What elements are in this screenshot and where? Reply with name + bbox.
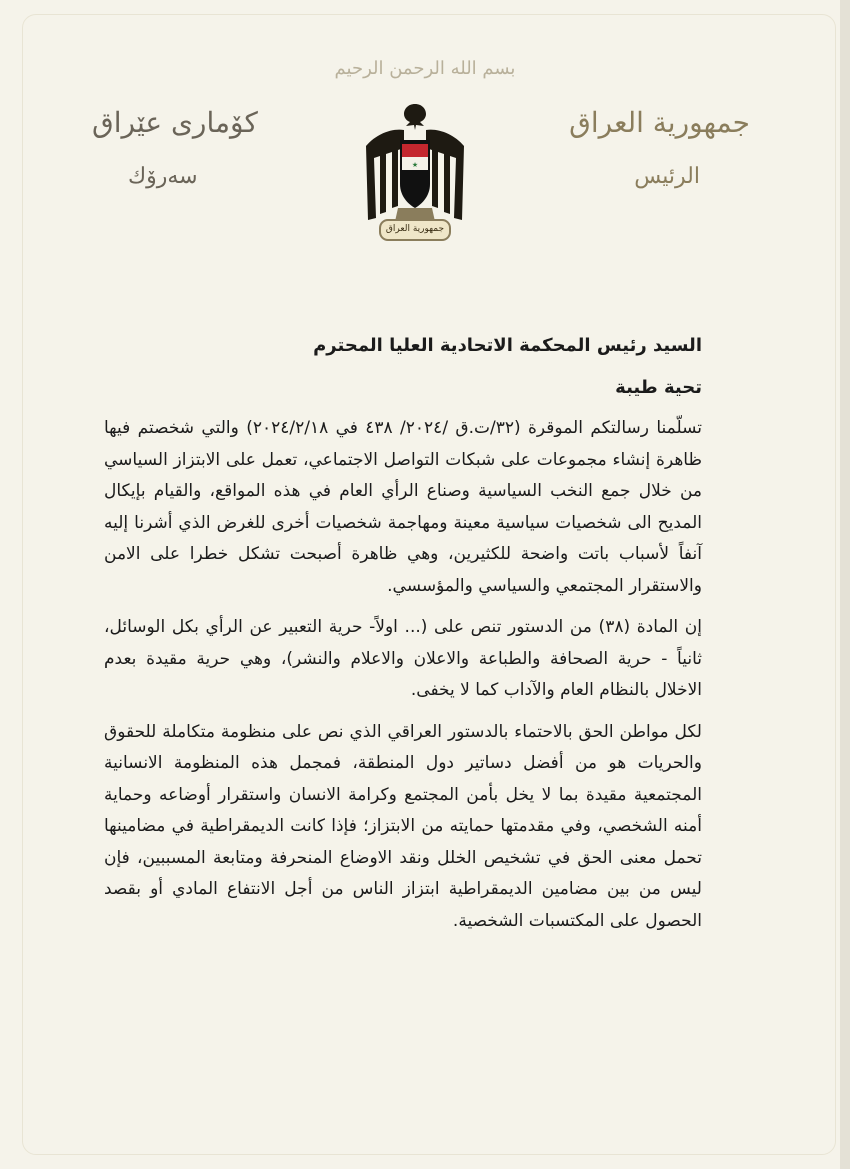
paragraph-1: تسلّمنا رسالتكم الموقرة (٣٢/ت.ق /٢٠٢٤/ ٤٣٨ في ٢٠٢٤/٢/١٨) والتي شخصتم فيها ظاهرة إنشاء مجموعات على شبكات التواصل الاجتماعي، تعمل على الابتزاز السياسي من خلال جمع النخب السياسية وصناع الرأي العام في هذه المواقع، والقيام بإيكال المديح الى شخصيات سياسية معينة ومهاجمة شخصيات أخرى للغرض الذي أشرنا إليه آنفاً لأسباب باتت واضحة للكثيرين، وهي ظاهرة أصبحت تشكل خطرا على الامن والاستقرار المجتمعي والسياسي والمؤسسي. [104,418,702,596]
letterhead-subtitle-arabic: الرئيس [634,164,700,189]
letterhead-title-kurdish: كۆماری عێراق [92,106,258,139]
addressee-line: السيد رئيس المحكمة الاتحادية العليا المحترم [313,335,702,356]
paragraph-2: إن المادة (٣٨) من الدستور تنص على (... اولاً- حرية التعبير عن الرأي بكل الوسائل، ثانياً - حرية الصحافة والطباعة والاعلان والاعلام والنشر)، وهي حرية مقيدة بعدم الاخلال بالنظام العام والآداب كما لا يخفى. [104,617,702,700]
basmala: بسم الله الرحمن الرحيم [334,58,516,79]
letterhead-subtitle-kurdish: سەرۆك [128,164,198,189]
page-edge-shadow [840,0,850,1169]
emblem-label: جمهورية العراق [385,224,445,234]
letter-body [104,330,702,947]
greeting-line: تحية طيبة [615,376,702,398]
svg-text:★: ★ [411,161,419,169]
paragraph-3: لكل مواطن الحق بالاحتماء بالدستور العراقي الذي نص على منظومة متكاملة للحقوق والحريات هو من أفضل دساتير دول المنطقة، فمجمل هذه المنظومة الانسانية المجتمعية مقيدة بما لا يخل بأمن المجتمع وكرامة الانسان واستقرار أوضاعه وحماية أمنه الشخصي، وفي مقدمتها حمايته من الابتزاز؛ فإذا كانت الديمقراطية في مضامينها تحمل معنى الحق في تشخيص الخلل ونقد الاوضاع المنحرفة ومتابعة المسببين، فإن ليس من بين مضامين الديمقراطية ابتزاز الناس من أجل الانتفاع المادي أو بقصد الحصول على المكتسبات الشخصية. [104,721,702,931]
letterhead-title-arabic: جمهورية العراق [569,106,750,139]
